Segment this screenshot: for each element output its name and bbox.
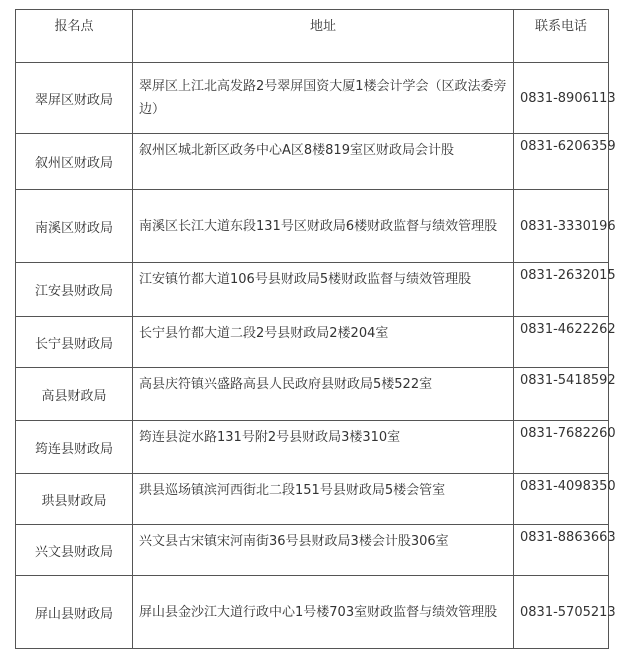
row-point: 叙州区财政局: [16, 134, 133, 190]
row-point: 江安县财政局: [16, 263, 133, 317]
row-phone: 0831-4622262: [514, 317, 609, 368]
table-row: [16, 368, 609, 421]
table-header-row: [16, 10, 609, 63]
table-row: [16, 474, 609, 525]
row-phone: 0831-5418592: [514, 368, 609, 421]
header-point: 报名点: [16, 10, 133, 63]
row-address: 兴文县古宋镇宋河南街36号县财政局3楼会计股306室: [133, 525, 514, 576]
row-phone: 0831-7682260: [514, 421, 609, 474]
row-point: 兴文县财政局: [16, 525, 133, 576]
row-address: 长宁县竹都大道二段2号县财政局2楼204室: [133, 317, 514, 368]
row-point: 筠连县财政局: [16, 421, 133, 474]
row-phone: 0831-2632015: [514, 263, 609, 317]
header-phone: 联系电话: [514, 10, 609, 63]
row-point: 珙县财政局: [16, 474, 133, 525]
table-row: [16, 525, 609, 576]
registration-points-table: [15, 9, 616, 649]
header-address: 地址: [133, 10, 514, 63]
row-address: 屏山县金沙江大道行政中心1号楼703室财政监督与绩效管理股: [133, 576, 514, 649]
row-address: 珙县巡场镇滨河西街北二段151号县财政局5楼会管室: [133, 474, 514, 525]
row-phone: 0831-8863663: [514, 525, 609, 576]
row-point: 南溪区财政局: [16, 190, 133, 263]
row-point: 屏山县财政局: [16, 576, 133, 649]
row-phone: 0831-3330196: [514, 190, 609, 263]
row-phone: 0831-8906113: [514, 63, 609, 134]
row-phone: 0831-4098350: [514, 474, 609, 525]
table-row: [16, 190, 609, 263]
row-point: 长宁县财政局: [16, 317, 133, 368]
table-row: [16, 576, 609, 649]
table-row: [16, 317, 609, 368]
row-address: 叙州区城北新区政务中心A区8楼819室区财政局会计股: [133, 134, 514, 190]
table-row: [16, 263, 609, 317]
row-point: 翠屏区财政局: [16, 63, 133, 134]
row-address: 高县庆符镇兴盛路高县人民政府县财政局5楼522室: [133, 368, 514, 421]
row-phone: 0831-6206359: [514, 134, 609, 190]
row-phone: 0831-5705213: [514, 576, 609, 649]
row-address: 江安镇竹都大道106号县财政局5楼财政监督与绩效管理股: [133, 263, 514, 317]
row-address: 南溪区长江大道东段131号区财政局6楼财政监督与绩效管理股: [133, 190, 514, 263]
row-address: 筠连县淀水路131号附2号县财政局3楼310室: [133, 421, 514, 474]
table-row: [16, 63, 609, 134]
table-row: [16, 421, 609, 474]
row-address: 翠屏区上江北高发路2号翠屏国资大厦1楼会计学会（区政法委旁边）: [133, 63, 514, 134]
table-row: [16, 134, 609, 190]
row-point: 高县财政局: [16, 368, 133, 421]
